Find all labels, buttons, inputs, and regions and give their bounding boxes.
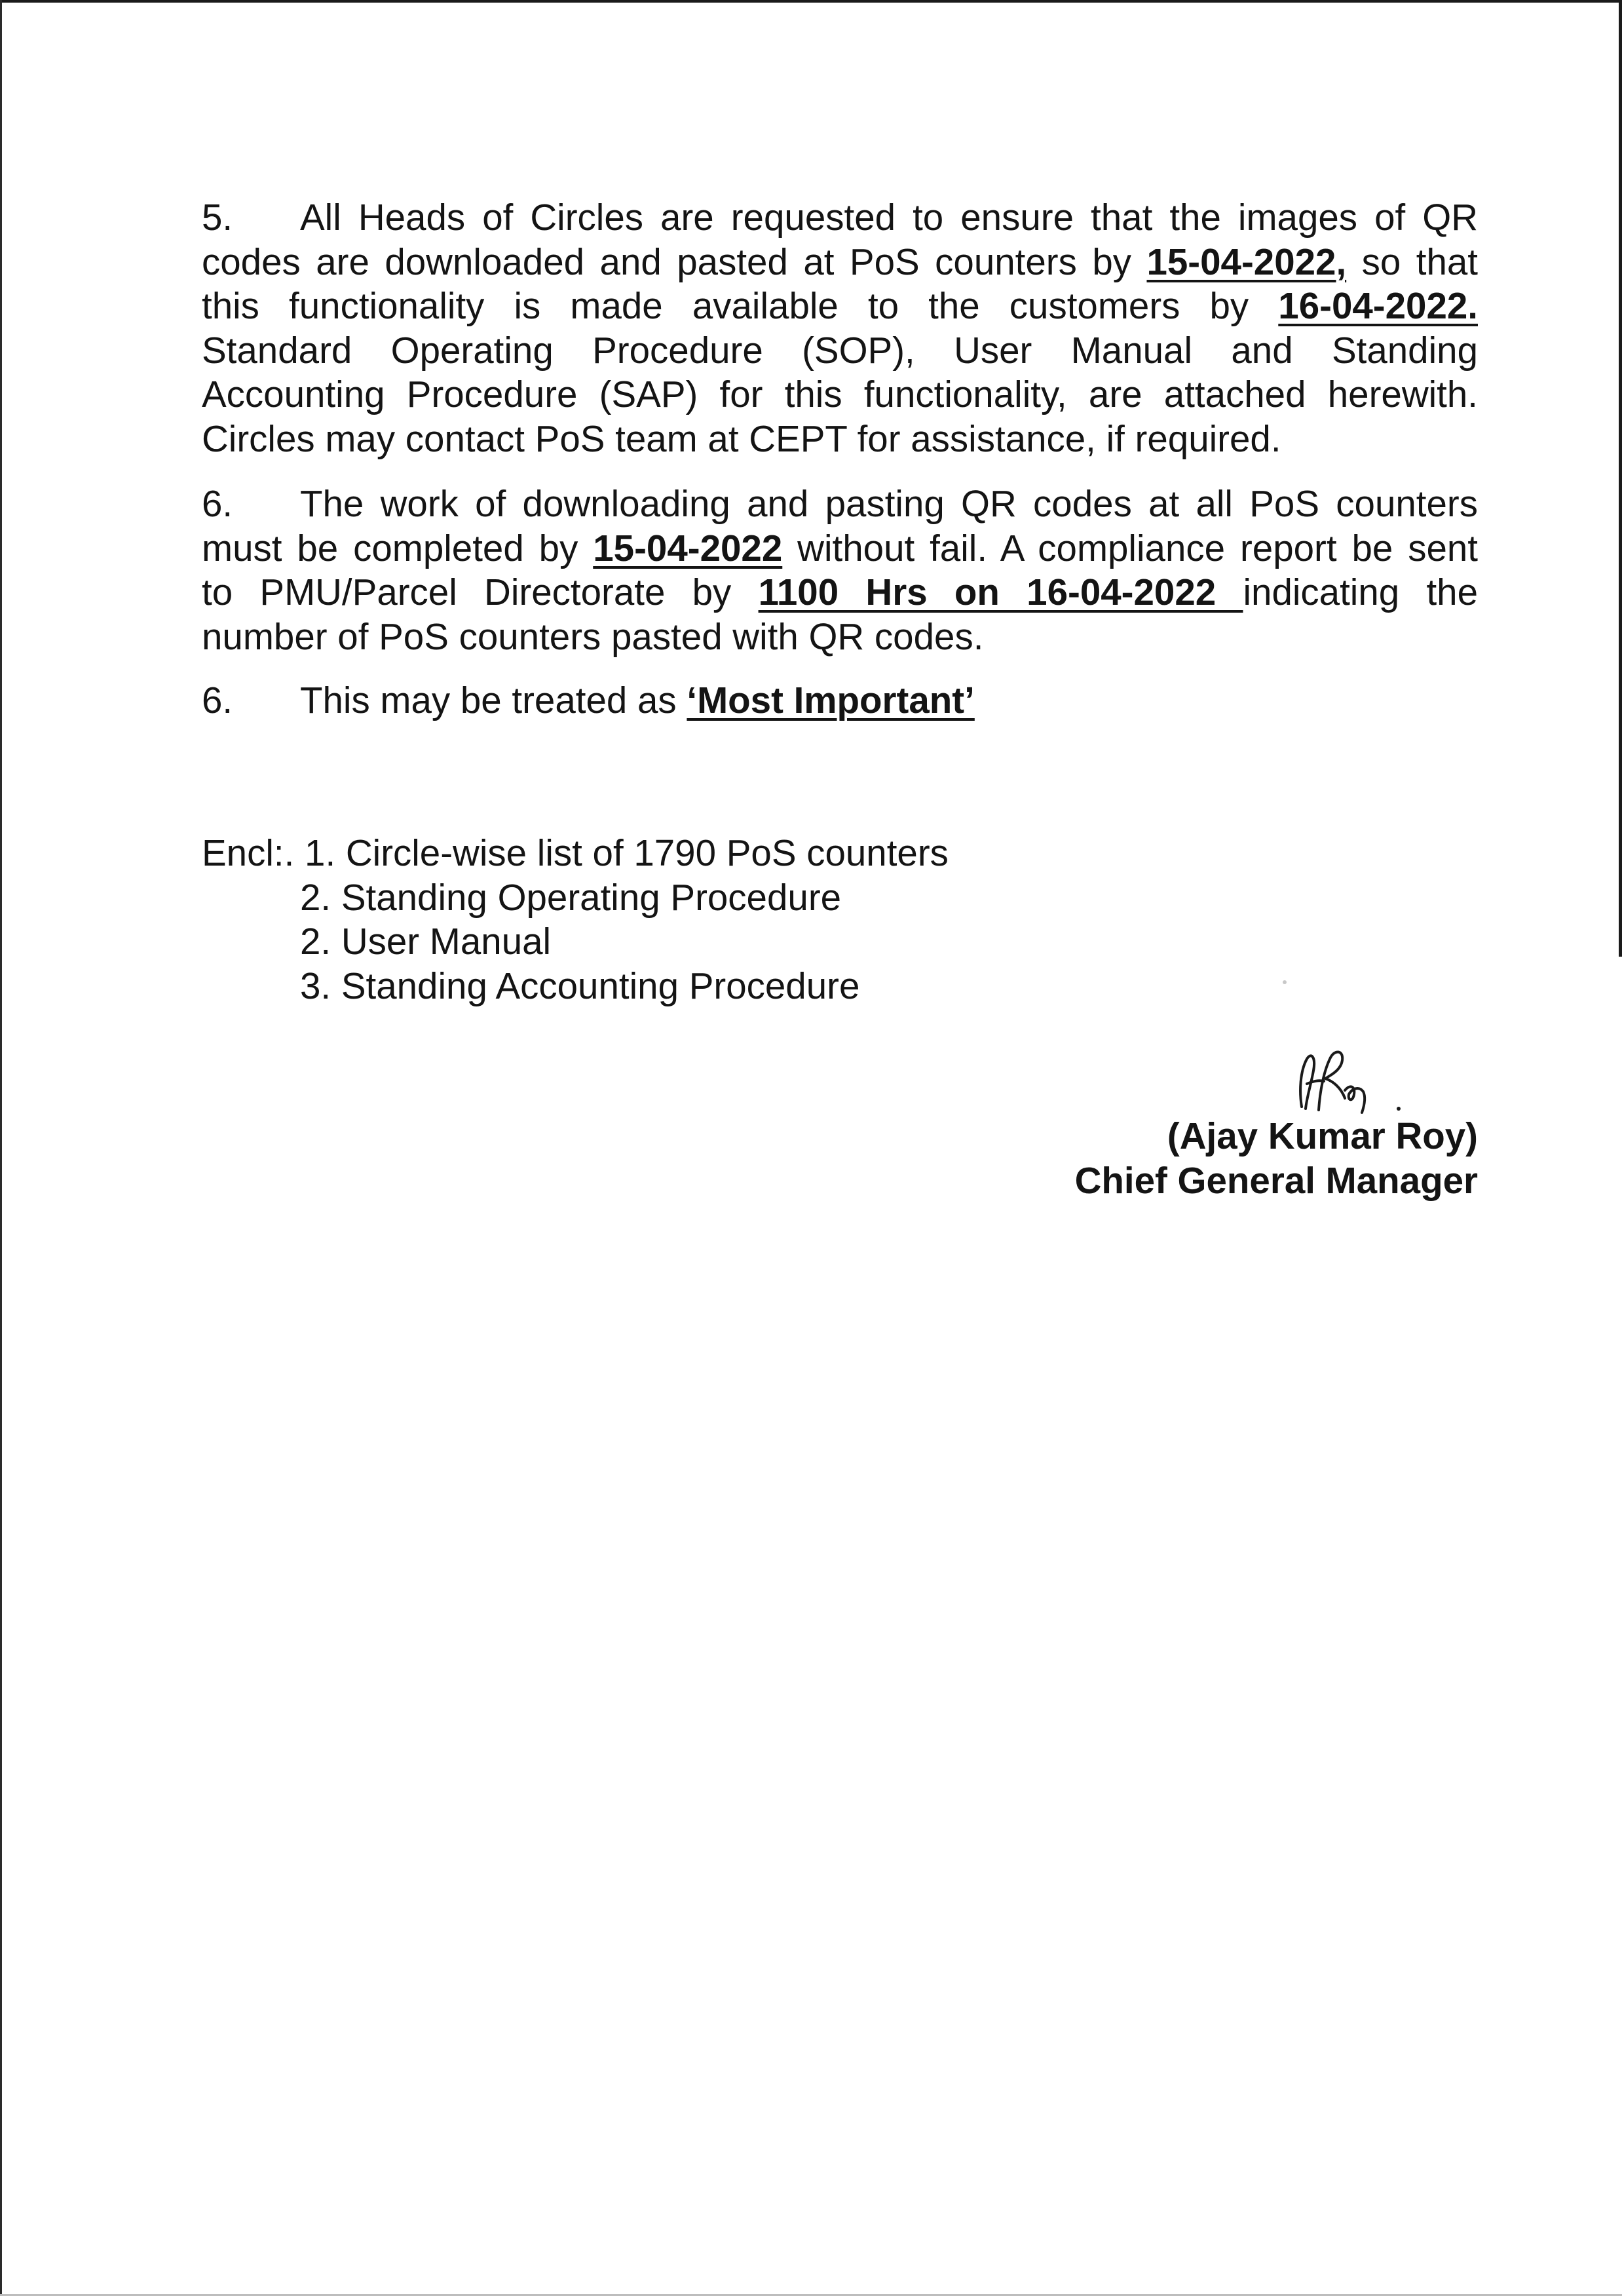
scan-edge-left: [0, 0, 2, 2296]
enclosure-text: 1. Circle-wise list of 1790 PoS counters: [305, 832, 949, 873]
paragraph-5-line: [202, 195, 1478, 240]
paragraph-text: so that: [1346, 240, 1478, 282]
report-deadline: 1100 Hrs on 16-04-2022: [758, 571, 1243, 613]
paragraph-text: must be completed by: [202, 527, 594, 569]
enclosures-label: Encl:.: [202, 832, 305, 873]
enclosure-item: 3. Standing Accounting Procedure: [300, 965, 860, 1006]
paragraph-text: indicating the: [1243, 571, 1478, 613]
priority-emphasis: ‘Most Important’: [687, 679, 975, 721]
paragraph-text: this functionality is made available to the customers by: [202, 285, 1279, 326]
paragraph-number: 5.: [202, 197, 233, 238]
paragraph-5-line: Accounting Procedure (SAP) for this functionality, are attached herewith.: [202, 373, 1478, 415]
enclosure-item: 2. Standing Operating Procedure: [300, 876, 842, 918]
paragraph-number: 6.: [202, 483, 233, 524]
paragraph-text: to PMU/Parcel Directorate by: [202, 571, 759, 613]
paragraph-6-priority: [202, 678, 1478, 723]
paragraph-text: This may be treated as: [300, 679, 687, 721]
signature-block: [1075, 1114, 1478, 1202]
paragraph-number: 6.: [202, 679, 233, 721]
paragraph-5: [202, 195, 1478, 461]
signatory-designation: Chief General Manager: [1074, 1159, 1478, 1201]
signatory-name: (Ajay Kumar Roy): [1167, 1115, 1478, 1157]
paragraph-5-line: [202, 284, 1478, 328]
scan-speck: [1283, 980, 1287, 984]
enclosure-item: 2. User Manual: [300, 921, 552, 962]
paragraph-text: All Heads of Circles are requested to ensure that the images of QR: [300, 197, 1478, 238]
paragraph-6-line: number of PoS counters pasted with QR codes.: [202, 615, 984, 657]
paragraph-6-line: [202, 570, 1478, 615]
completion-date: 15-04-2022: [593, 527, 783, 569]
deadline-date: 15-04-2022,: [1146, 240, 1347, 282]
enclosure-item: [202, 831, 949, 875]
scan-edge-top: [0, 0, 1622, 3]
scan-edge-right: [1619, 0, 1622, 957]
priority-line: [202, 678, 1478, 723]
paragraph-text: without fail. A compliance report be sent: [782, 527, 1478, 569]
paragraph-5-line: Circles may contact PoS team at CEPT for assistance, if required.: [202, 417, 1281, 459]
paragraph-6-line: [202, 482, 1478, 526]
enclosures-list: [202, 831, 949, 1008]
paragraph-5-line: [202, 240, 1478, 284]
paragraph-text: codes are downloaded and pasted at PoS counters by: [202, 240, 1147, 282]
paragraph-6: [202, 482, 1478, 659]
paragraph-text: The work of downloading and pasting QR codes at all PoS counters: [300, 483, 1478, 524]
handwritten-signature: [1287, 1044, 1405, 1123]
paragraph-5-line: Standard Operating Procedure (SOP), User Manual and Standing: [202, 329, 1478, 371]
paragraph-6-line: [202, 526, 1478, 571]
availability-date: 16-04-2022.: [1278, 285, 1478, 326]
